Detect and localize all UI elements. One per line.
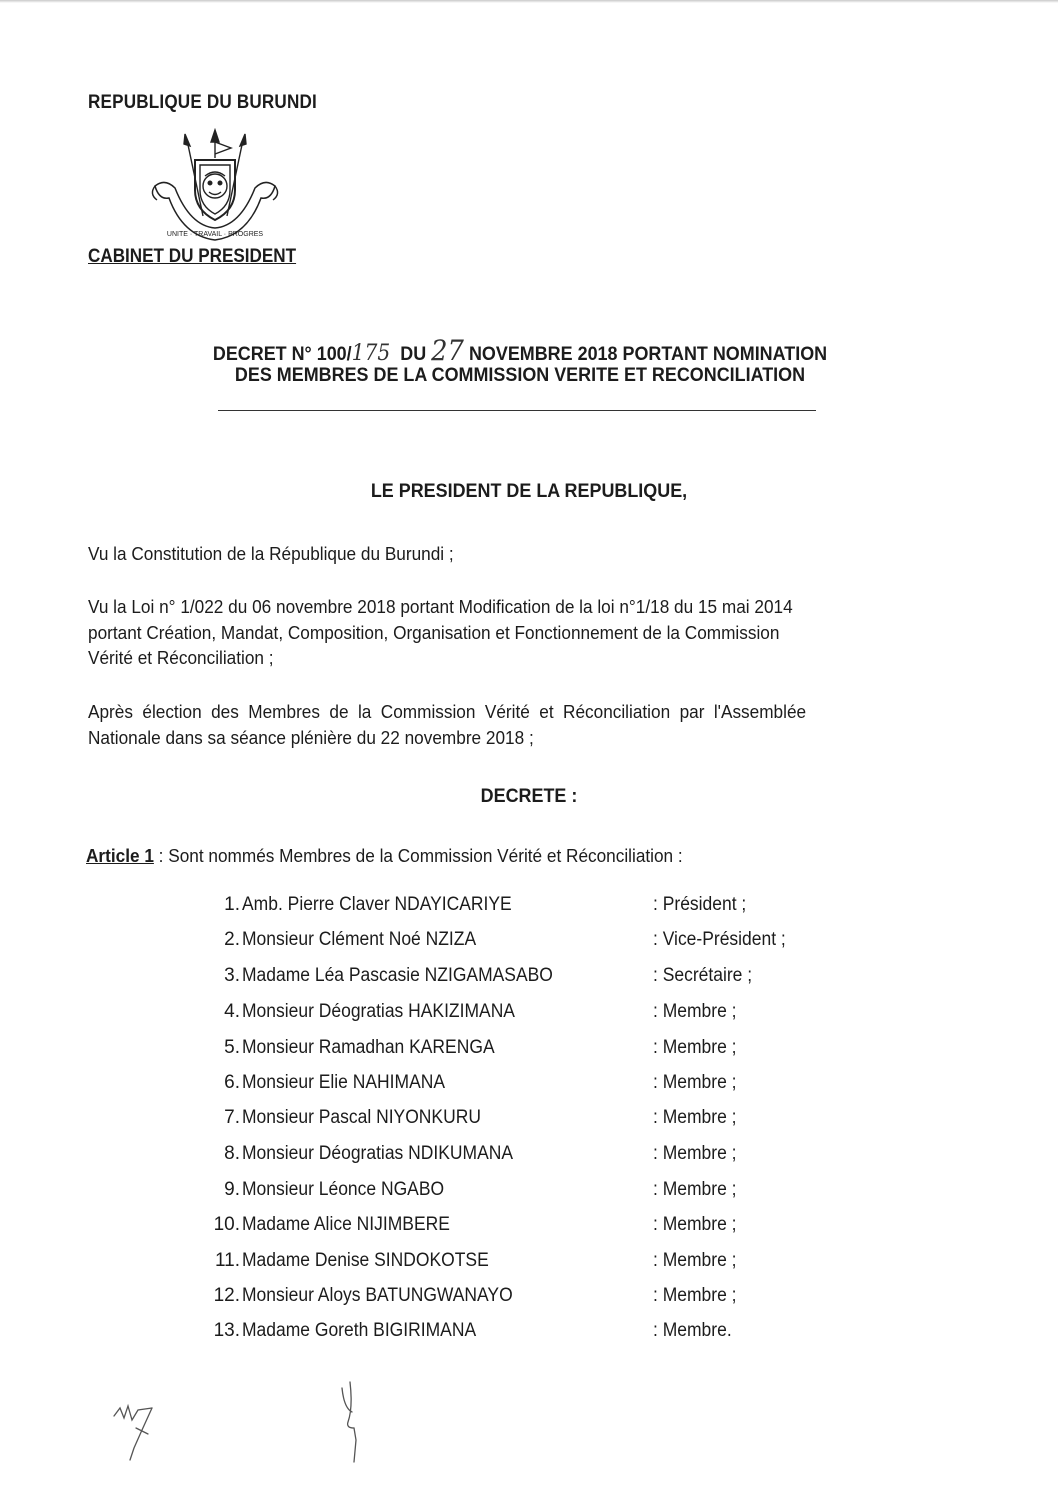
list-item-member: [200, 1143, 880, 1173]
list-item-member: [200, 1107, 880, 1137]
list-item-member: [200, 929, 880, 959]
member-number: 4.: [224, 1001, 240, 1022]
member-name: Monsieur Elie NAHIMANA: [242, 1072, 446, 1093]
vu-loi-line: portant Création, Mandat, Composition, Organisation et Fonctionnement de la Commission: [88, 621, 780, 643]
member-number: 2.: [224, 929, 240, 950]
emblem-motto: UNITE · TRAVAIL · PROGRES: [166, 231, 264, 238]
apres-election-line: Nationale dans sa séance plénière du 22 novembre 2018 ;: [88, 726, 534, 748]
vu-loi-paragraph: [88, 594, 976, 671]
member-number: 11.: [214, 1250, 240, 1271]
header-republic: REPUBLIQUE DU BURUNDI: [88, 92, 317, 113]
member-role: : Membre ;: [653, 1143, 737, 1164]
title-divider: [218, 410, 816, 411]
member-number: 7.: [224, 1107, 240, 1128]
member-number: 3.: [224, 965, 240, 986]
member-number: 10.: [213, 1214, 240, 1235]
member-name: Monsieur Aloys BATUNGWANAYO: [242, 1285, 513, 1306]
member-name: Madame Léa Pascasie NZIGAMASABO: [242, 965, 553, 986]
decree-du: DU: [400, 343, 427, 365]
list-item-member: [200, 1250, 880, 1280]
member-number: 9.: [224, 1179, 240, 1200]
list-item-member: [200, 1285, 880, 1315]
member-role: : Membre ;: [653, 1250, 737, 1271]
list-item-member: [200, 1072, 880, 1102]
decree-day-handwritten: 27: [431, 334, 464, 367]
member-role: : Membre ;: [653, 1214, 737, 1235]
member-role: : Vice-Président ;: [653, 929, 786, 950]
scan-edge: [0, 0, 1058, 3]
member-name: Monsieur Ramadhan KARENGA: [242, 1037, 495, 1058]
president-heading: LE PRESIDENT DE LA REPUBLIQUE,: [370, 480, 688, 502]
list-item-member: [200, 894, 880, 924]
member-role: : Président ;: [653, 894, 747, 915]
member-role: : Membre.: [653, 1320, 732, 1341]
member-role: : Membre ;: [653, 1107, 737, 1128]
list-item-member: [200, 1037, 880, 1067]
member-name: Madame Alice NIJIMBERE: [242, 1214, 450, 1235]
member-name: Amb. Pierre Claver NDAYICARIYE: [242, 894, 512, 915]
list-item-member: [200, 965, 880, 995]
member-name: Madame Denise SINDOKOTSE: [242, 1250, 489, 1271]
vu-loi-line: Vu la Loi n° 1/022 du 06 novembre 2018 portant Modification de la loi n°1/18 du 15 mai 2014: [88, 596, 793, 617]
member-role: : Membre ;: [653, 1001, 737, 1022]
article-1-text: : Sont nommés Membres de la Commission Vérité et Réconciliation :: [153, 845, 683, 866]
decrete-heading: DECRETE :: [480, 785, 578, 807]
decree-title-line-2: DES MEMBRES DE LA COMMISSION VERITE ET RECONCILIATION: [234, 364, 806, 386]
member-role: : Secrétaire ;: [653, 965, 753, 986]
member-number: 8.: [224, 1143, 240, 1164]
coat-of-arms-emblem: [145, 128, 285, 248]
member-name: Monsieur Pascal NIYONKURU: [242, 1107, 481, 1128]
header-cabinet: CABINET DU PRESIDENT: [88, 246, 297, 267]
vu-constitution-paragraph: Vu la Constitution de la République du Burundi ;: [88, 543, 454, 564]
member-role: : Membre ;: [653, 1072, 737, 1093]
member-number: 13.: [213, 1320, 240, 1341]
article-1-label: Article 1: [86, 845, 154, 866]
decree-title-rest: NOVEMBRE 2018 PORTANT NOMINATION: [468, 343, 828, 365]
decree-prefix: DECRET N° 100/: [212, 343, 352, 365]
vu-loi-line: Vérité et Réconciliation ;: [88, 647, 274, 668]
list-item-member: [200, 1214, 880, 1244]
member-role: : Membre ;: [653, 1037, 737, 1058]
member-name: Monsieur Déogratias HAKIZIMANA: [242, 1001, 515, 1022]
member-number: 5.: [224, 1037, 240, 1058]
list-item-member: [200, 1320, 880, 1350]
article-1: [86, 845, 683, 867]
member-number: 6.: [224, 1072, 240, 1093]
member-name: Madame Goreth BIGIRIMANA: [242, 1320, 477, 1341]
apres-election-paragraph: [88, 699, 976, 750]
member-number: 1.: [224, 894, 240, 915]
list-item-member: [200, 1001, 880, 1031]
member-number: 12.: [213, 1285, 240, 1306]
decree-title-line-1: [134, 334, 907, 367]
handwritten-initials: [110, 1378, 390, 1468]
member-name: Monsieur Clément Noé NZIZA: [242, 929, 477, 950]
member-name: Monsieur Déogratias NDIKUMANA: [242, 1143, 514, 1164]
member-name: Monsieur Léonce NGABO: [242, 1179, 445, 1200]
member-role: : Membre ;: [653, 1285, 737, 1306]
apres-election-line: Après élection des Membres de la Commission Vérité et Réconciliation par l'Assemblée: [88, 701, 807, 722]
member-role: : Membre ;: [653, 1179, 737, 1200]
list-item-member: [200, 1179, 880, 1209]
decree-number-handwritten: 175: [351, 341, 391, 366]
